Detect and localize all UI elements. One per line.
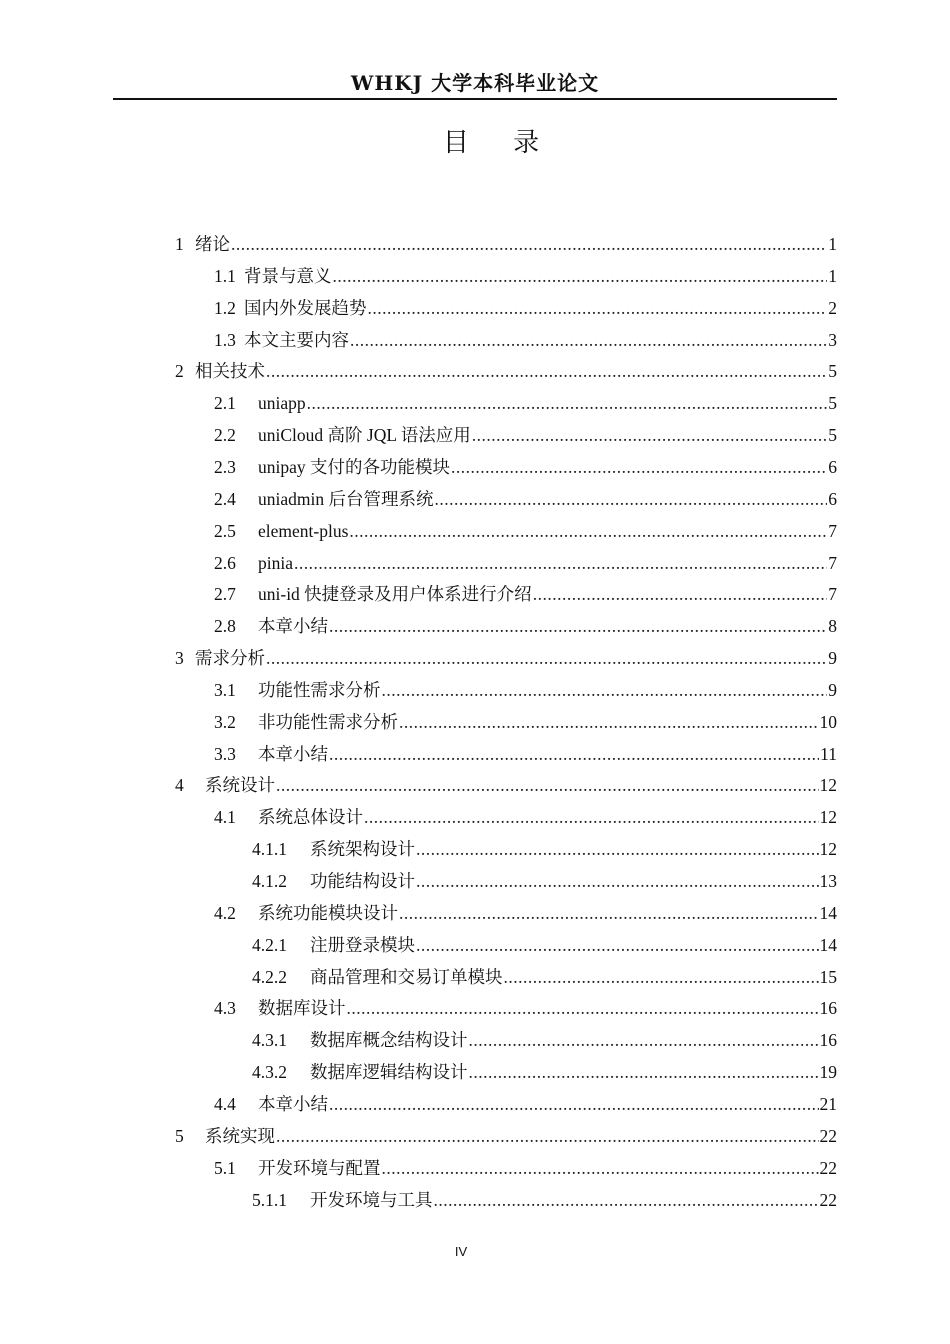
toc-entry-title: 背景与意义 [244,265,332,286]
toc-entry-page: 5 [828,425,837,446]
toc-entry-title: 本章小结 [258,743,328,764]
toc-entry-page: 15 [819,966,837,987]
toc-entry[interactable] [252,1056,837,1088]
toc-entry-page: 12 [819,839,837,860]
toc-entry[interactable] [252,833,837,865]
toc-entry-title: element-plus [258,520,349,541]
dot-leader [382,674,828,706]
toc-entry[interactable] [214,387,837,419]
toc-entry-title: 系统功能模块设计 [258,902,398,923]
toc-entry-number: 4 [175,775,184,796]
dot-leader [451,451,827,483]
dot-leader [368,292,828,324]
toc-entry[interactable] [214,706,837,738]
toc-entry-number: 4.4 [214,1093,236,1114]
toc-entry-number: 2.4 [214,488,236,509]
toc-entry[interactable] [214,1152,837,1184]
toc-entry-page: 14 [819,934,837,955]
toc-entry-title: 开发环境与工具 [310,1189,433,1210]
toc-entry-title: 数据库概念结构设计 [310,1030,468,1051]
toc-entry-page: 9 [828,679,837,700]
toc-entry[interactable] [214,1088,837,1120]
toc-entry-number: 2 [175,361,184,382]
dot-leader [416,929,819,961]
toc-entry[interactable] [175,1120,837,1152]
toc-entry[interactable] [214,738,837,770]
toc-entry[interactable] [175,769,837,801]
toc-entry-page: 5 [828,361,837,382]
toc-entry-number: 4.1.1 [252,839,287,860]
toc-entry-number: 4.2.2 [252,966,287,987]
toc-entry-page: 16 [819,1030,837,1051]
toc-entry-page: 7 [828,584,837,605]
dot-leader [416,833,819,865]
toc-entry-title: 开发环境与配置 [258,1157,381,1178]
dot-leader [329,1088,819,1120]
toc-entry-number: 2.2 [214,425,236,446]
toc-entry-number: 2.6 [214,552,236,573]
dot-leader [434,483,827,515]
toc-entry-number: 5 [175,1125,184,1146]
dot-leader [329,738,819,770]
toc-entry[interactable] [214,992,837,1024]
toc-entry-page: 21 [819,1093,837,1114]
toc-entry-page: 6 [828,488,837,509]
toc-entry-page: 12 [819,807,837,828]
toc-entry-title: 本章小结 [258,616,328,637]
toc-entry-title: 数据库设计 [258,998,346,1019]
toc-entry-page: 11 [820,743,837,764]
dot-leader [399,706,819,738]
toc-entry-number: 2.5 [214,520,236,541]
dot-leader [504,961,819,993]
toc-entry[interactable] [214,801,837,833]
toc-entry-title: 系统总体设计 [258,807,363,828]
toc-entry[interactable] [214,578,837,610]
toc-entry-page: 14 [819,902,837,923]
toc-entry[interactable] [214,419,837,451]
dot-leader [347,992,819,1024]
toc-entry-title: 系统设计 [205,775,275,796]
toc-entry-title: 注册登录模块 [310,934,415,955]
page-number: IV [454,1244,468,1259]
toc-entry[interactable] [175,355,837,387]
toc-entry-page: 1 [828,265,837,286]
toc-entry[interactable] [252,929,837,961]
toc-entry[interactable] [252,1024,837,1056]
toc-entry-page: 7 [828,520,837,541]
toc-entry[interactable] [175,642,837,674]
toc-entry-number: 2.8 [214,616,236,637]
toc-entry[interactable] [214,324,837,356]
toc-entry-number: 5.1 [214,1157,236,1178]
toc-entry[interactable] [252,961,837,993]
dot-leader [266,355,827,387]
toc-entry-title: uniapp [258,393,306,414]
toc-entry-title: 系统实现 [205,1125,275,1146]
toc-entry-title: unipay 支付的各功能模块 [258,456,451,477]
toc-entry-number: 4.1 [214,807,236,828]
toc-entry-number: 1.2 [214,297,236,318]
toc-entry[interactable] [214,610,837,642]
toc-entry-page: 3 [828,329,837,350]
toc-entry-page: 19 [819,1062,837,1083]
toc-entry-title: 绪论 [195,234,230,254]
toc-entry[interactable] [252,865,837,897]
dot-leader [469,1056,819,1088]
toc-entry-page: 22 [819,1157,837,1178]
toc-entry-title: pinia [258,552,293,573]
toc-entry-number: 1 [175,234,184,254]
toc-entry[interactable] [214,483,837,515]
toc-entry-page: 9 [828,648,837,669]
toc-entry-number: 3.1 [214,679,236,700]
dot-leader [533,578,828,610]
toc-entry-number: 4.3.1 [252,1030,287,1051]
page-header [113,68,837,100]
dot-leader [231,228,827,260]
toc-entry[interactable] [214,547,837,579]
toc-entry-title: 本章小结 [258,1093,328,1114]
toc-entry-title: uni-id 快捷登录及用户体系进行介绍 [258,584,532,605]
toc-entry-number: 4.2.1 [252,934,287,955]
dot-leader [469,1024,819,1056]
dot-leader [349,515,827,547]
toc-entry-page: 10 [819,711,837,732]
toc-entry-page: 2 [828,297,837,318]
toc-entry-page: 5 [828,393,837,414]
toc-entry[interactable] [175,228,837,260]
toc-entry-number: 3.3 [214,743,236,764]
toc-entry-page: 7 [828,552,837,573]
toc-entry-number: 3.2 [214,711,236,732]
dot-leader [382,1152,819,1184]
toc-entry-title: 数据库逻辑结构设计 [310,1062,468,1083]
toc-entry-page: 22 [819,1189,837,1210]
toc-entry-title: 商品管理和交易订单模块 [310,966,503,987]
dot-leader [329,610,827,642]
toc-entry-page: 12 [819,775,837,796]
toc-entry-title: 需求分析 [195,648,265,669]
dot-leader [276,769,819,801]
toc-entry[interactable] [252,1184,837,1216]
toc-entry-number: 4.2 [214,902,236,923]
toc-entry-number: 5.1.1 [252,1189,287,1210]
toc-entry-page: 16 [819,998,837,1019]
dot-leader [434,1184,819,1216]
toc-entry[interactable] [214,292,837,324]
toc-entry-title: 非功能性需求分析 [258,711,398,732]
toc-entry-number: 4.3 [214,998,236,1019]
toc-entry-number: 2.1 [214,393,236,414]
dot-leader [333,260,828,292]
toc-entry-title: 功能结构设计 [310,871,415,891]
toc-entry-title: 系统架构设计 [310,839,415,860]
toc-entry-title: uniadmin 后台管理系统 [258,488,434,509]
toc-entry[interactable] [214,674,837,706]
toc-entry-number: 1.1 [214,265,236,286]
toc-entry-title: 相关技术 [195,361,265,382]
dot-leader [294,547,827,579]
toc-entry[interactable] [214,897,837,929]
dot-leader [416,865,819,897]
dot-leader [364,801,819,833]
dot-leader [307,387,828,419]
toc-entry-title: uniCloud 高阶 JQL 语法应用 [258,425,471,446]
dot-leader [472,419,827,451]
toc-entry-page: 8 [828,616,837,637]
toc-entry-title: 本文主要内容 [244,329,349,350]
toc-entry-page: 22 [819,1125,837,1146]
toc-title: 目 录 [442,128,558,158]
toc-entry-title: 国内外发展趋势 [244,297,367,318]
toc-entry[interactable] [214,515,837,547]
toc-entry[interactable] [214,451,837,483]
dot-leader [350,324,827,356]
toc-entry-number: 2.3 [214,456,236,477]
toc-entry-number: 2.7 [214,584,236,605]
toc-entry-page: 13 [819,871,837,891]
toc-entry-title: 功能性需求分析 [258,679,381,700]
toc-entry-page: 6 [828,456,837,477]
dot-leader [399,897,819,929]
toc-entry-page: 1 [828,234,837,254]
dot-leader [276,1120,819,1152]
toc-entry-number: 3 [175,648,184,669]
header-title: WHKJ 大学本科毕业论文 [350,71,600,95]
toc-entry-number: 4.3.2 [252,1062,287,1083]
dot-leader [266,642,827,674]
toc-entry-number: 4.1.2 [252,871,287,891]
toc-entry[interactable] [214,260,837,292]
toc-entry-number: 1.3 [214,329,236,350]
